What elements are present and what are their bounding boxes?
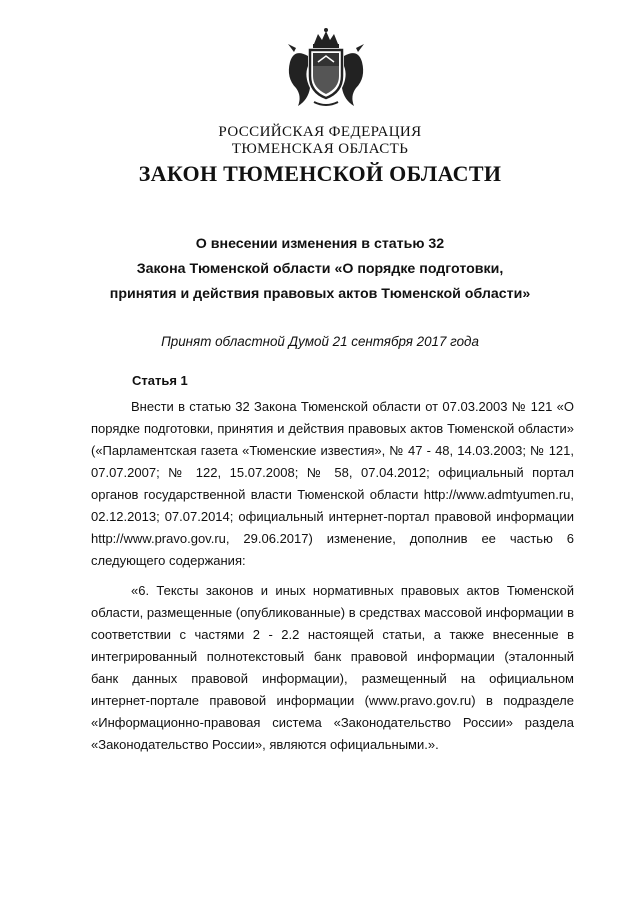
law-heading: ЗАКОН ТЮМЕНСКОЙ ОБЛАСТИ [138, 161, 502, 186]
law-title-line: О внесении изменения в статью 32 [195, 236, 445, 252]
article-heading: Статья 1 [132, 373, 188, 388]
article-paragraph: Внести в статью 32 Закона Тюменской области от 07.03.2003 № 121 «О порядке подготовки, принятия и действия правовых актов Тюменской области» («Парламентская газета «Тюменские известия», № 47 - 48, 14.03.2003; № 121, 07.07.2007; № 122, 15.07.2008; № 58, 07.04.2012; официальный портал органов государственной власти Тюменской области http://www.admtyumen.ru, 02.12.2013; 07.07.2014; официальный интернет-портал правовой информации http://www.pravo.gov.ru, 29.06.2017) изменение, дополнив ее частью 6 следующего содержания: [91, 399, 574, 568]
country-heading: РОССИЙСКАЯ ФЕДЕРАЦИЯ [218, 124, 422, 140]
coat-of-arms-icon [280, 26, 372, 112]
amendment-text [91, 580, 574, 756]
region-heading: ТЮМЕНСКАЯ ОБЛАСТЬ [231, 141, 409, 157]
article-body [91, 396, 574, 572]
adoption-note: Принят областной Думой 21 сентября 2017 года [161, 334, 479, 349]
law-title-line: Закона Тюменской области «О порядке подготовки, [136, 261, 504, 277]
article-paragraph: «6. Тексты законов и иных нормативных правовых актов Тюменской области, размещенные (опубликованные) в средствах массовой информации в соответствии с частями 2 - 2.2 настоящей статьи, а также внесенные в интегрированный полнотекстовый банк правовой информации (эталонный банк данных правовой информации), размещенный на официальном интернет-портале правовой информации (www.pravo.gov.ru) в подразделе «Информационно-правовая система «Законодательство России» раздела «Законодательство России», являются официальными.». [91, 583, 574, 752]
law-title [60, 232, 580, 307]
law-title-line: принятия и действия правовых актов Тюменской области» [109, 286, 531, 302]
